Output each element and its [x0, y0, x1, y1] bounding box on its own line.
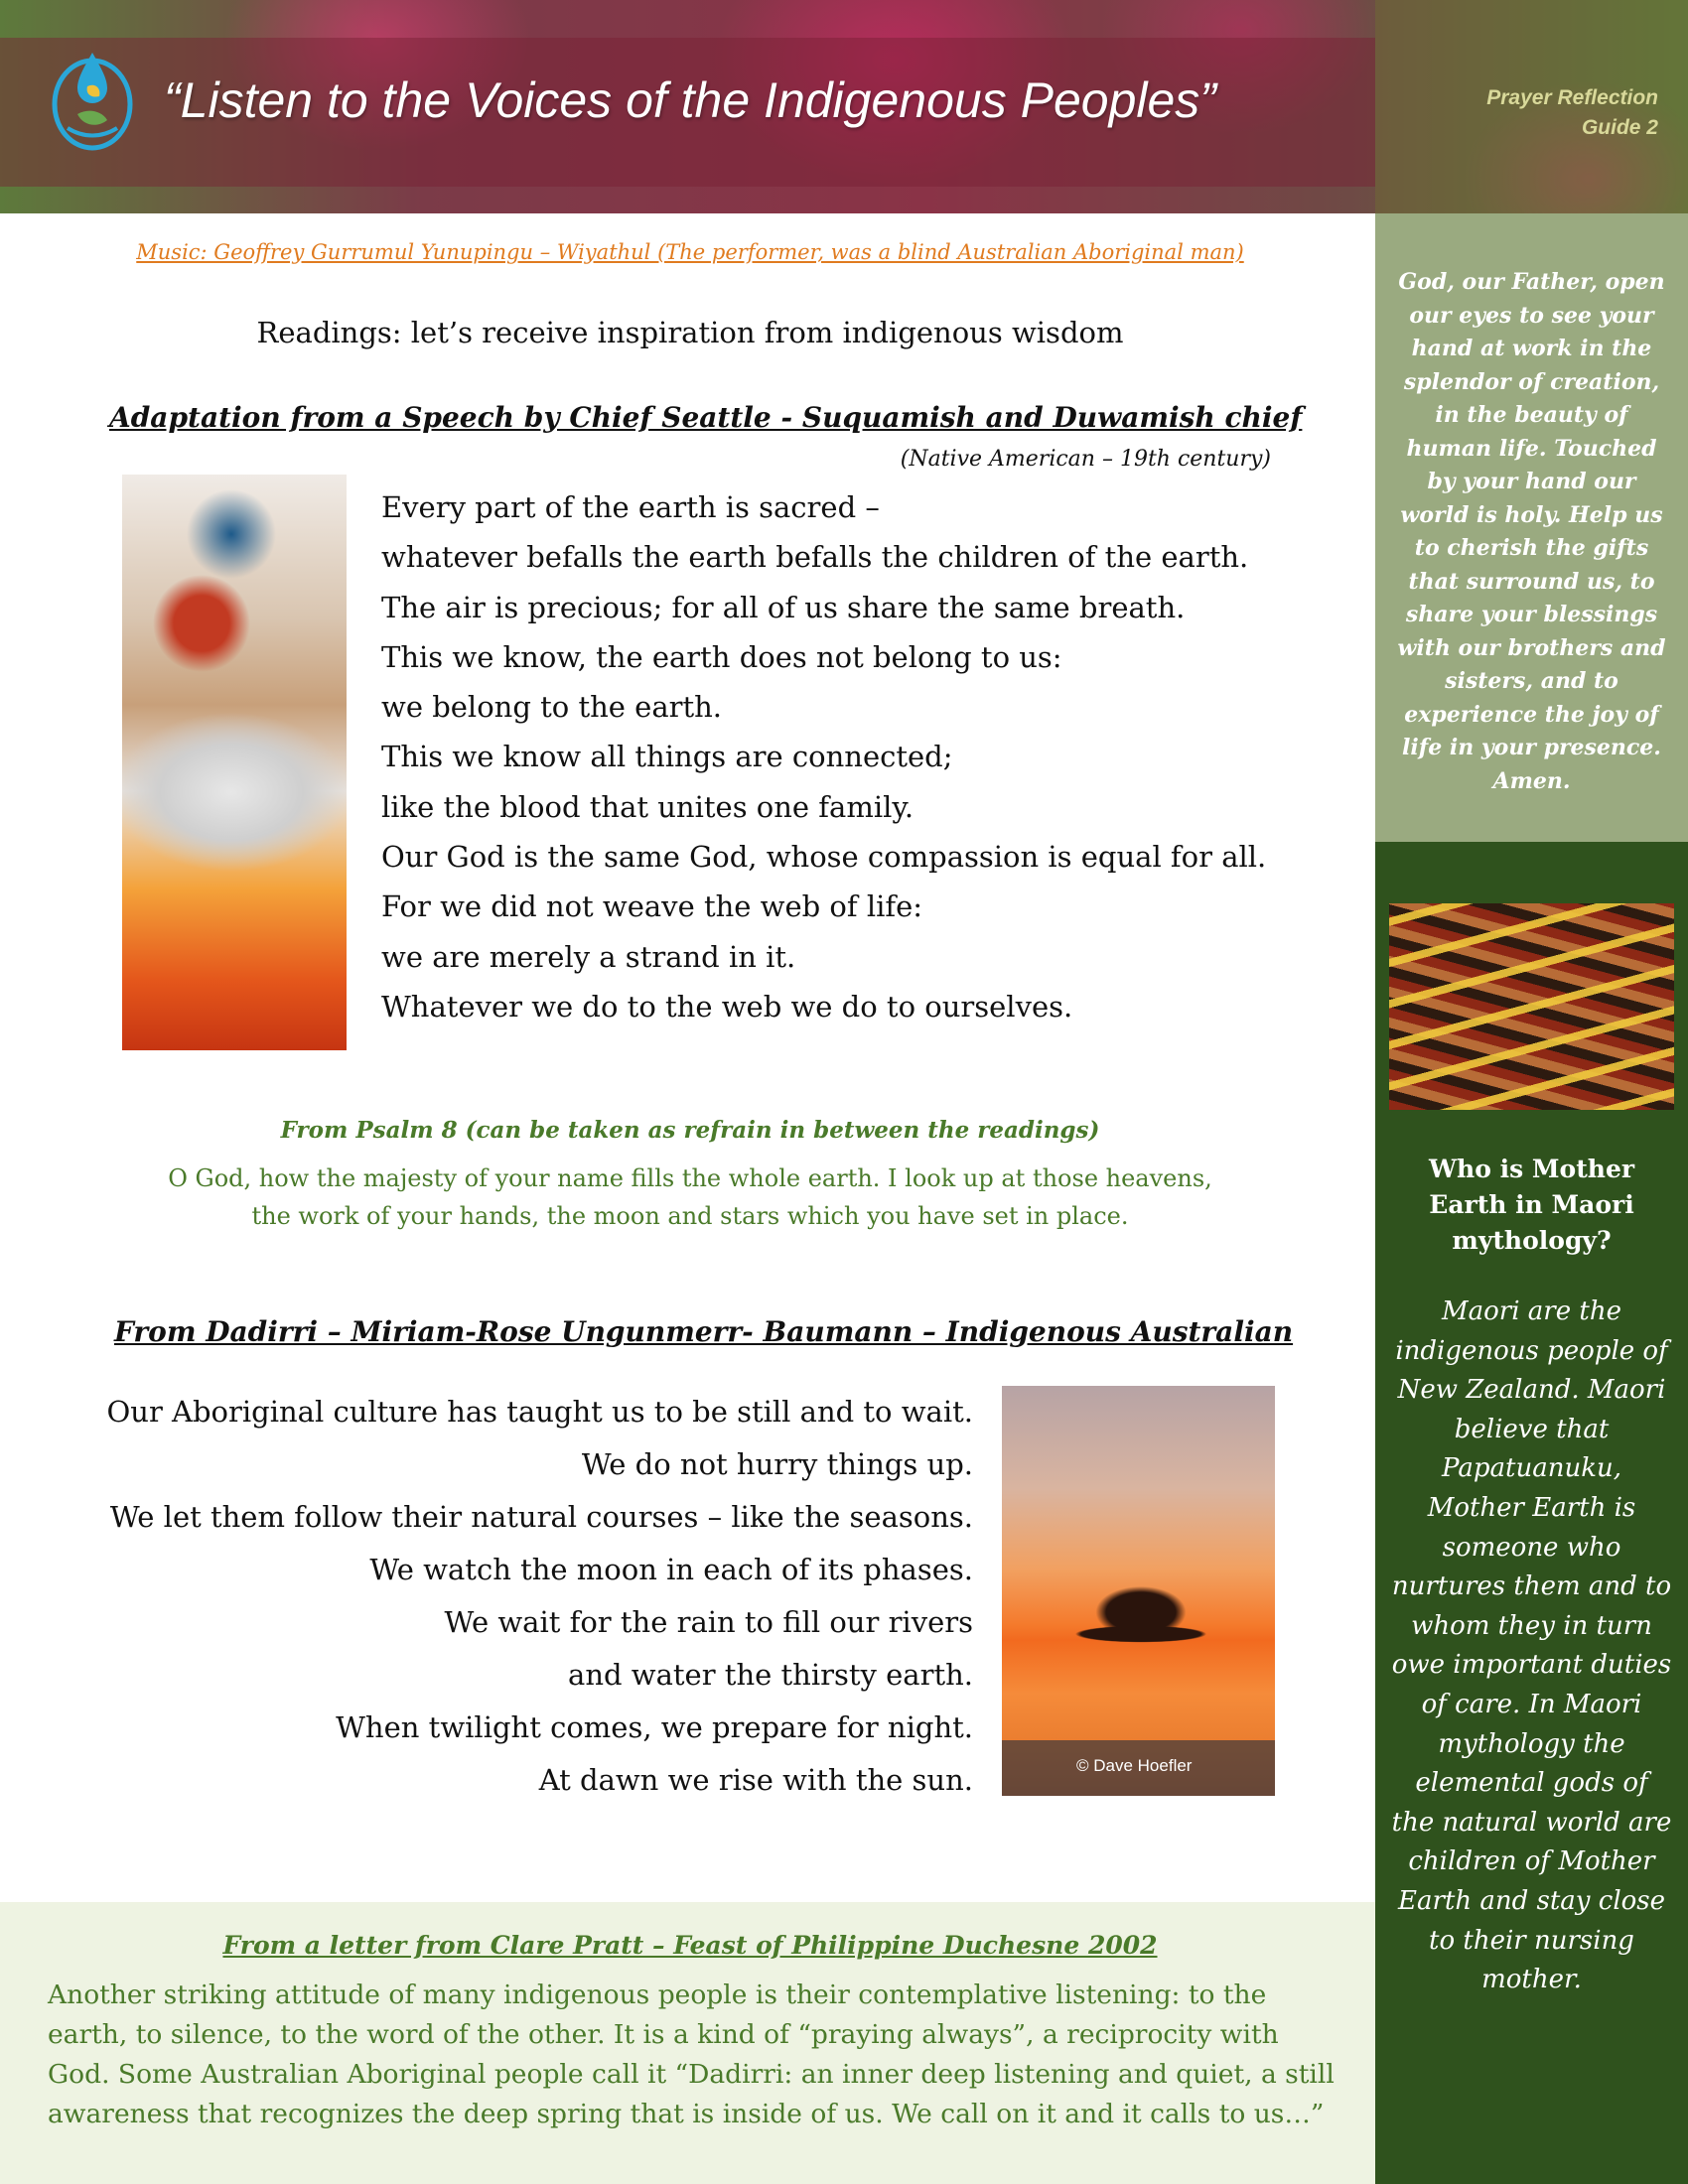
poem-line: and water the thirsty earth.: [568, 1658, 973, 1692]
guide-label-line1: Prayer Reflection: [1486, 86, 1658, 109]
aboriginal-art-image: [1389, 903, 1674, 1110]
psalm-line: O God, how the majesty of your name fills the whole earth. I look up at those heavens,: [168, 1164, 1212, 1192]
logo-icon: [48, 45, 137, 154]
seattle-poem: [381, 482, 1305, 1031]
poem-line: We watch the moon in each of its phases.: [369, 1553, 973, 1586]
poem-line: The air is precious; for all of us share the same breath.: [381, 590, 1186, 624]
poem-line: When twilight comes, we prepare for night.: [336, 1710, 973, 1744]
poem-line: This we know all things are connected;: [381, 740, 953, 774]
seattle-subtitle: (Native American – 19th century): [900, 447, 1271, 472]
poem-line: Whatever we do to the web we do to ourselves.: [381, 989, 1073, 1024]
music-link[interactable]: Music: Geoffrey Gurrumul Yunupingu – Wiyathul (The performer, was a blind Australian Aboriginal man): [136, 240, 1244, 264]
poem-line: we belong to the earth.: [381, 690, 723, 725]
poem-line: Our Aboriginal culture has taught us to be still and to wait.: [106, 1395, 973, 1429]
photo-credit: © Dave Hoefler: [1076, 1756, 1193, 1775]
psalm-text: [84, 1160, 1296, 1235]
guide-label: [1400, 83, 1658, 143]
photo-credit-bar: [1002, 1740, 1275, 1796]
poem-line: Every part of the earth is sacred –: [381, 490, 880, 524]
indigenous-collage-image: [122, 475, 347, 1050]
readings-heading: Readings: let’s receive inspiration from indigenous wisdom: [256, 316, 1124, 349]
seattle-title: Adaptation from a Speech by Chief Seattle - Suquamish and Duwamish chief: [109, 401, 1303, 434]
poem-line: Our God is the same God, whose compassion is equal for all.: [381, 840, 1267, 875]
sunset-photo: [1002, 1386, 1275, 1796]
poem-line: whatever befalls the earth befalls the children of the earth.: [381, 540, 1249, 575]
guide-label-line2: Guide 2: [1581, 116, 1658, 139]
dadirri-title: From Dadirri – Miriam-Rose Ungunmerr- Baumann – Indigenous Australian: [114, 1315, 1294, 1348]
poem-line: like the blood that unites one family.: [381, 789, 914, 824]
psalm-line: the work of your hands, the moon and stars which you have set in place.: [251, 1202, 1129, 1230]
dadirri-poem: [99, 1386, 973, 1807]
sidebar-maori-text: Maori are the indigenous people of New Zealand. Maori believe that Papatuanuku, Mother Earth is someone who nurtures them and to whom they in turn owe important duties of care. In Maori mythology the elemental gods of the natural world are children of Mother Earth and stay close to their nursing mother.: [1391, 1297, 1672, 1995]
poem-line: At dawn we rise with the sun.: [538, 1763, 973, 1797]
psalm-title: From Psalm 8 (can be taken as refrain in between the readings): [280, 1117, 1100, 1144]
sidebar-heading: Who is Mother Earth in Maori mythology?: [1428, 1155, 1635, 1255]
poem-line: We wait for the rain to fill our rivers: [444, 1605, 973, 1639]
poem-line: For we did not weave the web of life:: [381, 889, 923, 924]
poem-line: This we know, the earth does not belong to us:: [381, 639, 1062, 674]
letter-text: Another striking attitude of many indigenous people is their contemplative listening: to the earth, to silence, to the word of the other. It is a kind of “praying always”, a reciprocity with God. Some Australian Aboriginal people call it “Dadirri: an inner deep listening and quiet, a still awareness that recognizes the deep spring that is inside of us. We call on it and it calls to us…”: [48, 1979, 1335, 2129]
poem-line: we are merely a strand in it.: [381, 939, 796, 974]
header-banner: [0, 0, 1688, 213]
page-title: “Listen to the Voices of the Indigenous Peoples”: [164, 72, 1216, 128]
poem-line: We do not hurry things up.: [581, 1447, 973, 1481]
poem-line: We let them follow their natural courses – like the seasons.: [109, 1500, 973, 1534]
letter-title: From a letter from Clare Pratt – Feast of Philippine Duchesne 2002: [222, 1931, 1158, 1960]
sidebar-prayer-text: God, our Father, open our eyes to see your hand at work in the splendor of creation, in the beauty of human life. Touched by your hand our world is holy. Help us to cherish the gifts that surround us, to share your blessings with our brothers and sisters, and to experience the joy of life in your presence. Amen.: [1397, 269, 1666, 794]
